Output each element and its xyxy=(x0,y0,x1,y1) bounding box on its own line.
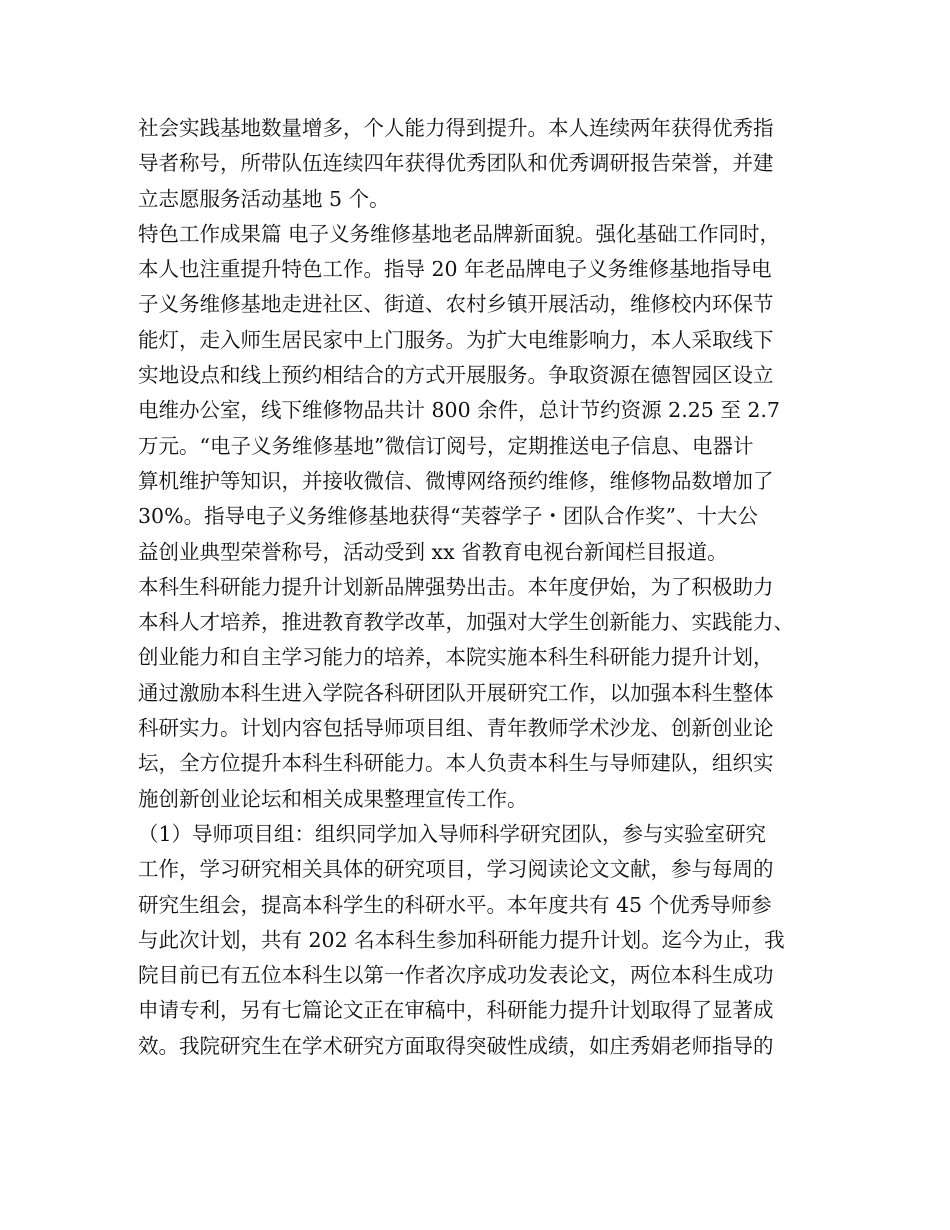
text-line: 与此次计划，共有 202 名本科生参加科研能力提升计划。迄今为止，我 xyxy=(138,927,785,952)
text-line: 坛，全方位提升本科生科研能力。本人负责本科生与导师建队，组织实 xyxy=(138,751,774,776)
text-line: 创业能力和自主学习能力的培养，本院实施本科生科研能力提升计划， xyxy=(138,645,774,670)
text-line: 子义务维修基地走进社区、街道、农村乡镇开展活动，维修校内环保节 xyxy=(138,292,774,317)
text-line: 立志愿服务活动基地 5 个。 xyxy=(138,186,390,211)
text-line: 效。我院研究生在学术研究方面取得突破性成绩，如庄秀娟老师指导的 xyxy=(138,1033,774,1058)
text-line: 工作，学习研究相关具体的研究项目，学习阅读论文文献，参与每周的 xyxy=(138,857,774,882)
text-line: 本科人才培养，推进教育教学改革，加强对大学生创新能力、实践能力、 xyxy=(138,610,794,635)
text-line: 电维办公室，线下维修物品共计 800 余件，总计节约资源 2.25 至 2.7 xyxy=(138,398,780,423)
text-line: 研究生组会，提高本科学生的科研水平。本年度共有 45 个优秀导师参 xyxy=(138,892,772,917)
text-line: 通过激励本科生进入学院各科研团队开展研究工作，以加强本科生整体 xyxy=(138,680,774,705)
text-line: 本科生科研能力提升计划新品牌强势出击。本年度伊始，为了积极助力 xyxy=(138,574,774,599)
text-line: 实地设点和线上预约相结合的方式开展服务。争取资源在德智园区设立 xyxy=(138,363,774,388)
text-line: 万元。“电子义务维修基地”微信订阅号，定期推送电子信息、电器计 xyxy=(138,433,754,458)
text-line: 益创业典型荣誉称号，活动受到 xx 省教育电视台新闻栏目报道。 xyxy=(138,539,728,564)
text-line: 科研实力。计划内容包括导师项目组、青年教师学术沙龙、创新创业论 xyxy=(138,716,774,741)
text-line: （1）导师项目组：组织同学加入导师科学研究团队，参与实验室研究 xyxy=(138,821,767,846)
document-body xyxy=(138,111,838,1064)
text-line: 本人也注重提升特色工作。指导 20 年老品牌电子义务维修基地指导电 xyxy=(138,257,772,282)
text-line: 社会实践基地数量增多，个人能力得到提升。本人连续两年获得优秀指 xyxy=(138,116,774,140)
text-line: 算机维护等知识，并接收微信、微博网络预约维修，维修物品数增加了 xyxy=(138,468,774,493)
text-line: 30%。指导电子义务维修基地获得“芙蓉学子・团队合作奖”、十大公 xyxy=(138,504,759,529)
text-line: 施创新创业论坛和相关成果整理宣传工作。 xyxy=(138,786,528,811)
text-line: 申请专利，另有七篇论文正在审稿中，科研能力提升计划取得了显著成 xyxy=(138,998,774,1023)
text-line: 导者称号，所带队伍连续四年获得优秀团队和优秀调研报告荣誉，并建 xyxy=(138,151,774,176)
text-line: 能灯，走入师生居民家中上门服务。为扩大电维影响力，本人采取线下 xyxy=(138,327,774,352)
text-line: 特色工作成果篇 电子义务维修基地老品牌新面貌。强化基础工作同时， xyxy=(138,221,781,246)
text-line: 院目前已有五位本科生以第一作者次序成功发表论文，两位本科生成功 xyxy=(138,963,774,988)
